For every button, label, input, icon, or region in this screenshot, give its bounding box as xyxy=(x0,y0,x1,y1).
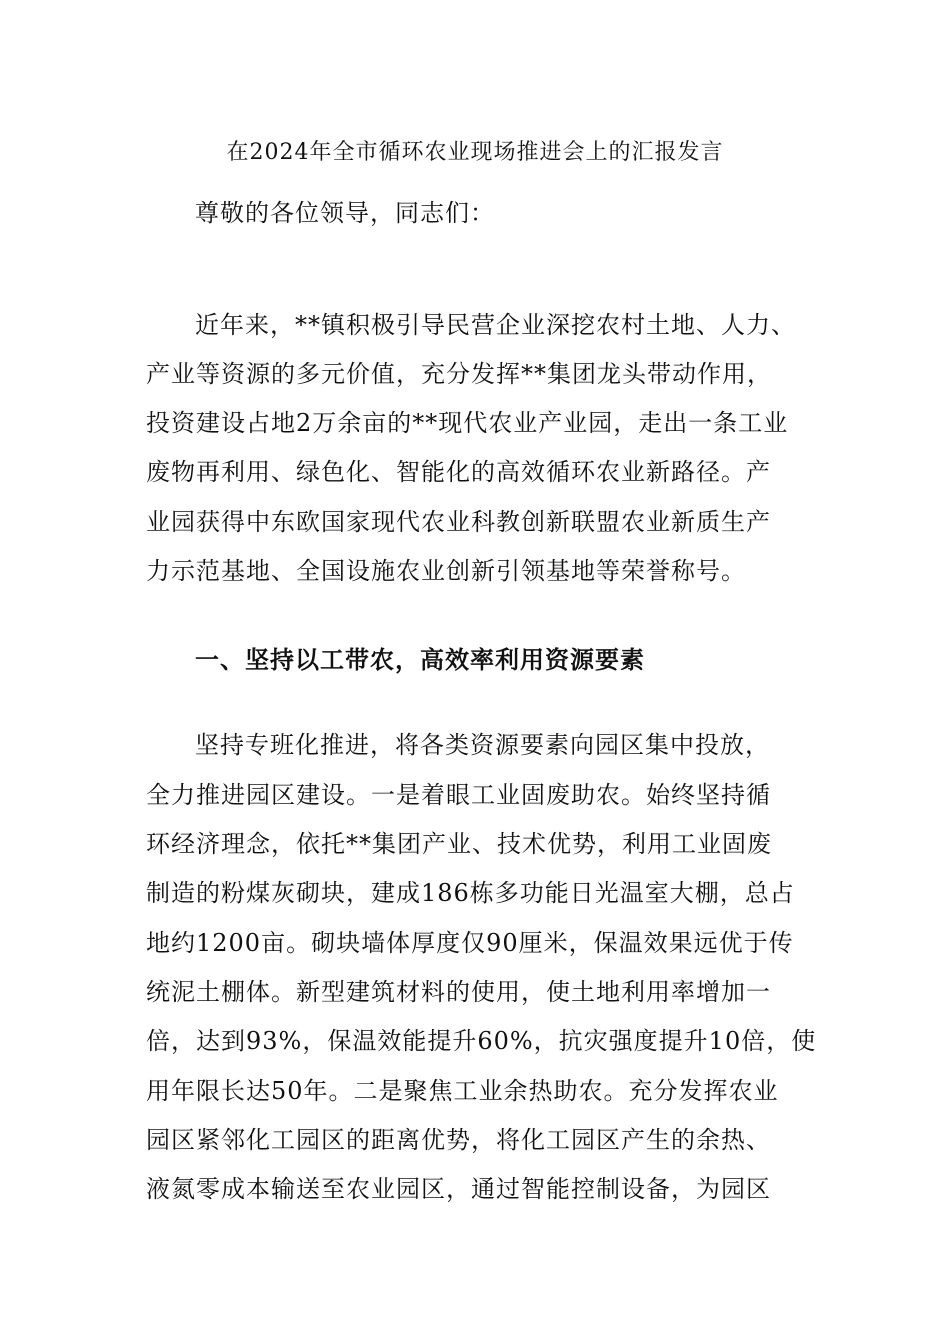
body-line: 统泥土棚体。新型建筑材料的使用，使土地利用率增加一 xyxy=(146,978,771,1006)
body-line: 全力推进园区建设。一是着眼工业固废助农。始终坚持循 xyxy=(146,781,771,809)
intro-line: 产业等资源的多元价值，充分发挥**集团龙头带动作用， xyxy=(146,360,772,388)
body-line: 环经济理念，依托**集团产业、技术优势，利用工业固废 xyxy=(146,830,772,858)
body-line: 园区紧邻化工园区的距离优势，将化工园区产生的余热、 xyxy=(146,1126,771,1154)
intro-line: 投资建设占地2万余亩的**现代农业产业园，走出一条工业 xyxy=(146,409,789,437)
intro-line: 近年来，**镇积极引导民营企业深挖农村土地、人力、 xyxy=(195,311,796,339)
body-line: 倍，达到93%，保温效能提升60%，抗灾强度提升10倍，使 xyxy=(146,1027,817,1055)
body-line: 用年限长达50年。二是聚焦工业余热助农。充分发挥农业 xyxy=(146,1077,779,1105)
body-line: 坚持专班化推进，将各类资源要素向园区集中投放， xyxy=(195,731,770,759)
section-heading: 一、坚持以工带农，高效率利用资源要素 xyxy=(195,645,645,674)
body-line: 液氮零成本输送至农业园区，通过智能控制设备，为园区 xyxy=(146,1175,771,1203)
salutation: 尊敬的各位领导，同志们： xyxy=(195,199,495,227)
body-line: 地约1200亩。砌块墙体厚度仅90厘米，保温效果远优于传 xyxy=(146,929,794,957)
intro-line: 力示范基地、全国设施农业创新引领基地等荣誉称号。 xyxy=(146,557,746,585)
intro-line: 废物再利用、绿色化、智能化的高效循环农业新路径。产 xyxy=(146,458,771,486)
document-title: 在2024年全市循环农业现场推进会上的汇报发言 xyxy=(226,140,724,165)
body-line: 制造的粉煤灰砌块，建成186栋多功能日光温室大棚，总占 xyxy=(146,879,795,907)
intro-line: 业园获得中东欧国家现代农业科教创新联盟农业新质生产 xyxy=(146,508,771,536)
